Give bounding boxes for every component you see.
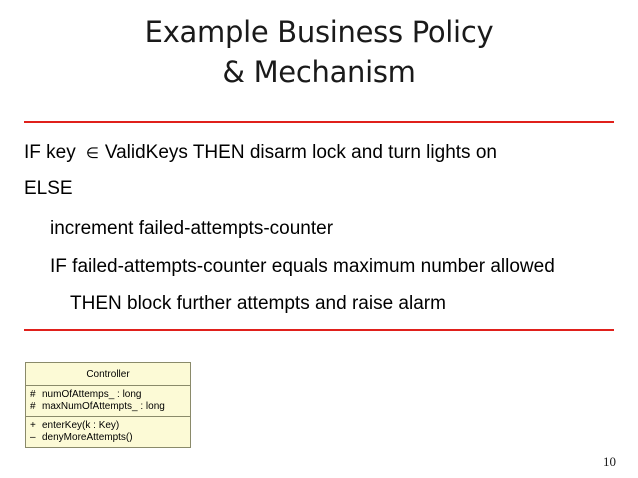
uml-attributes bbox=[26, 386, 190, 417]
uml-operation-text: enterKey(k : Key) bbox=[42, 420, 120, 431]
policy-line-if-key-suffix: ValidKeys THEN disarm lock and turn lights on bbox=[104, 142, 497, 163]
page-number: 10 bbox=[603, 454, 616, 469]
uml-operation-text: denyMoreAttempts() bbox=[42, 432, 133, 443]
visibility-marker: – bbox=[30, 432, 36, 443]
uml-operation bbox=[30, 420, 190, 432]
uml-operation bbox=[30, 432, 190, 444]
uml-attribute-text: maxNumOfAttempts_ : long bbox=[42, 401, 165, 412]
bottom-divider bbox=[24, 329, 614, 331]
policy-line-if-key bbox=[24, 142, 497, 164]
uml-attribute bbox=[30, 401, 190, 413]
uml-class-box bbox=[25, 362, 191, 448]
policy-line-if-counter: IF failed-attempts-counter equals maximum number allowed bbox=[50, 256, 555, 277]
element-of-symbol: ∈ bbox=[85, 144, 99, 162]
uml-operations bbox=[26, 417, 190, 447]
slide-title bbox=[0, 12, 638, 92]
visibility-marker: # bbox=[30, 401, 36, 412]
slide-title-line-1: Example Business Policy bbox=[144, 15, 494, 49]
policy-line-then-block: THEN block further attempts and raise alarm bbox=[70, 293, 446, 314]
visibility-marker: # bbox=[30, 389, 36, 400]
policy-line-else: ELSE bbox=[24, 178, 73, 199]
uml-class-name: Controller bbox=[26, 363, 190, 386]
top-divider bbox=[24, 121, 614, 123]
policy-line-if-key-prefix: IF key bbox=[24, 142, 76, 163]
uml-attribute-text: numOfAttemps_ : long bbox=[42, 389, 142, 400]
slide-title-line-2: & Mechanism bbox=[222, 55, 416, 89]
uml-attribute bbox=[30, 389, 190, 401]
policy-line-increment: increment failed-attempts-counter bbox=[50, 218, 334, 239]
visibility-marker: + bbox=[30, 420, 36, 431]
